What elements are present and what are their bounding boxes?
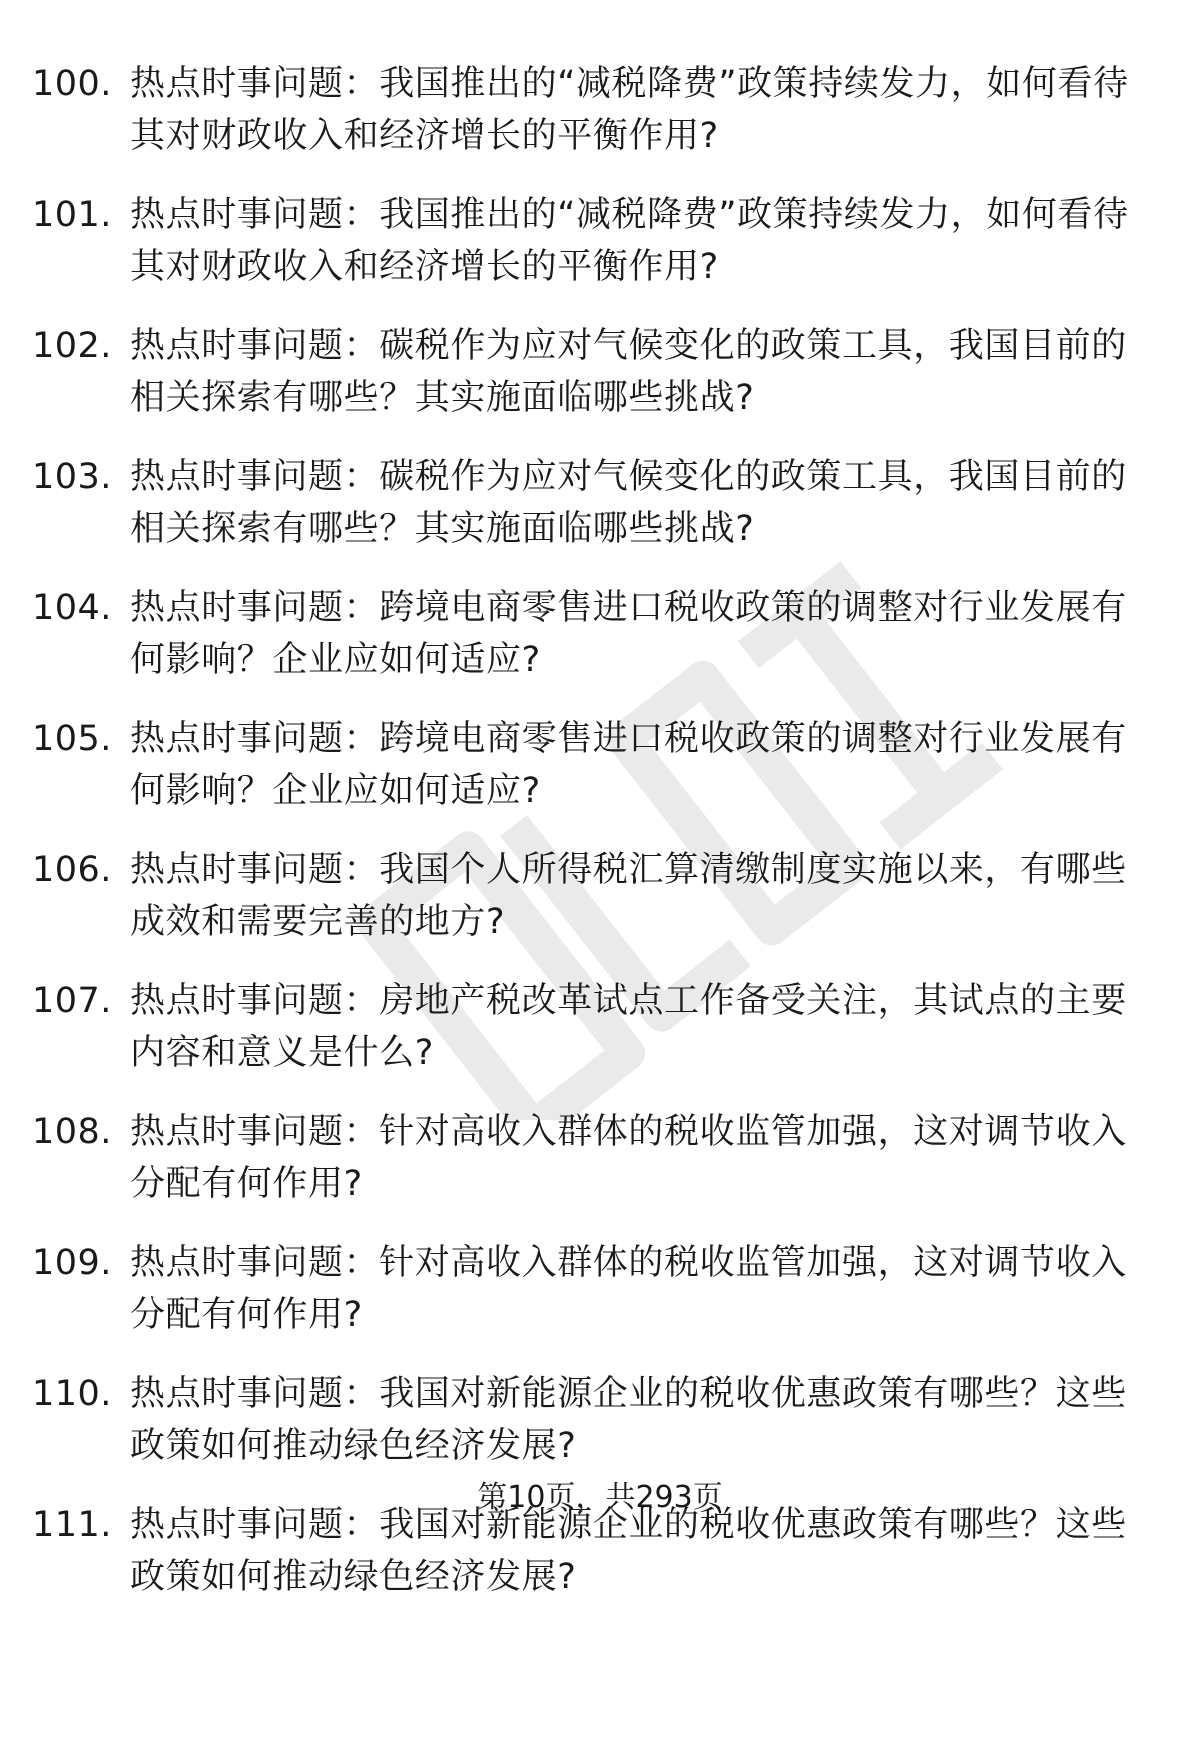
question-number: 101. bbox=[32, 195, 112, 235]
question-item bbox=[32, 975, 1142, 1106]
page-number-label: 第10页，共293页 bbox=[477, 1480, 723, 1515]
question-number: 104. bbox=[32, 588, 112, 628]
question-item bbox=[32, 713, 1142, 844]
question-number: 110. bbox=[32, 1374, 112, 1414]
question-item bbox=[32, 582, 1142, 713]
question-text: 热点时事问题：碳税作为应对气候变化的政策工具，我国目前的相关探索有哪些？其实施面临哪些挑战? bbox=[130, 326, 1127, 418]
question-number: 103. bbox=[32, 457, 112, 497]
page-footer bbox=[0, 1478, 1200, 1518]
question-number: 108. bbox=[32, 1112, 112, 1152]
question-item bbox=[32, 1499, 1142, 1630]
question-text: 热点时事问题：碳税作为应对气候变化的政策工具，我国目前的相关探索有哪些？其实施面临哪些挑战? bbox=[130, 457, 1127, 549]
question-number: 111. bbox=[32, 1505, 112, 1545]
question-text: 热点时事问题：我国对新能源企业的税收优惠政策有哪些？这些政策如何推动绿色经济发展? bbox=[130, 1374, 1127, 1466]
question-number: 100. bbox=[32, 64, 112, 104]
question-item bbox=[32, 58, 1142, 189]
question-text: 热点时事问题：我国对新能源企业的税收优惠政策有哪些？这些政策如何推动绿色经济发展? bbox=[130, 1505, 1127, 1597]
question-item bbox=[32, 320, 1142, 451]
question-text: 热点时事问题：我国个人所得税汇算清缴制度实施以来，有哪些成效和需要完善的地方? bbox=[130, 850, 1127, 942]
question-item bbox=[32, 189, 1142, 320]
question-text: 热点时事问题：我国推出的“减税降费”政策持续发力，如何看待其对财政收入和经济增长的平衡作用? bbox=[130, 64, 1129, 156]
question-text: 热点时事问题：针对高收入群体的税收监管加强，这对调节收入分配有何作用? bbox=[130, 1112, 1127, 1204]
question-item bbox=[32, 1106, 1142, 1237]
question-text: 热点时事问题：跨境电商零售进口税收政策的调整对行业发展有何影响？企业应如何适应? bbox=[130, 719, 1127, 811]
question-text: 热点时事问题：跨境电商零售进口税收政策的调整对行业发展有何影响？企业应如何适应? bbox=[130, 588, 1127, 680]
question-number: 102. bbox=[32, 326, 112, 366]
question-text: 热点时事问题：房地产税改革试点工作备受关注，其试点的主要内容和意义是什么? bbox=[130, 981, 1127, 1073]
question-list bbox=[32, 58, 1142, 1630]
question-number: 105. bbox=[32, 719, 112, 759]
question-number: 109. bbox=[32, 1243, 112, 1283]
question-text: 热点时事问题：针对高收入群体的税收监管加强，这对调节收入分配有何作用? bbox=[130, 1243, 1127, 1335]
question-item bbox=[32, 1237, 1142, 1368]
question-number: 106. bbox=[32, 850, 112, 890]
question-item bbox=[32, 844, 1142, 975]
question-text: 热点时事问题：我国推出的“减税降费”政策持续发力，如何看待其对财政收入和经济增长的平衡作用? bbox=[130, 195, 1129, 287]
question-number: 107. bbox=[32, 981, 112, 1021]
question-item bbox=[32, 451, 1142, 582]
